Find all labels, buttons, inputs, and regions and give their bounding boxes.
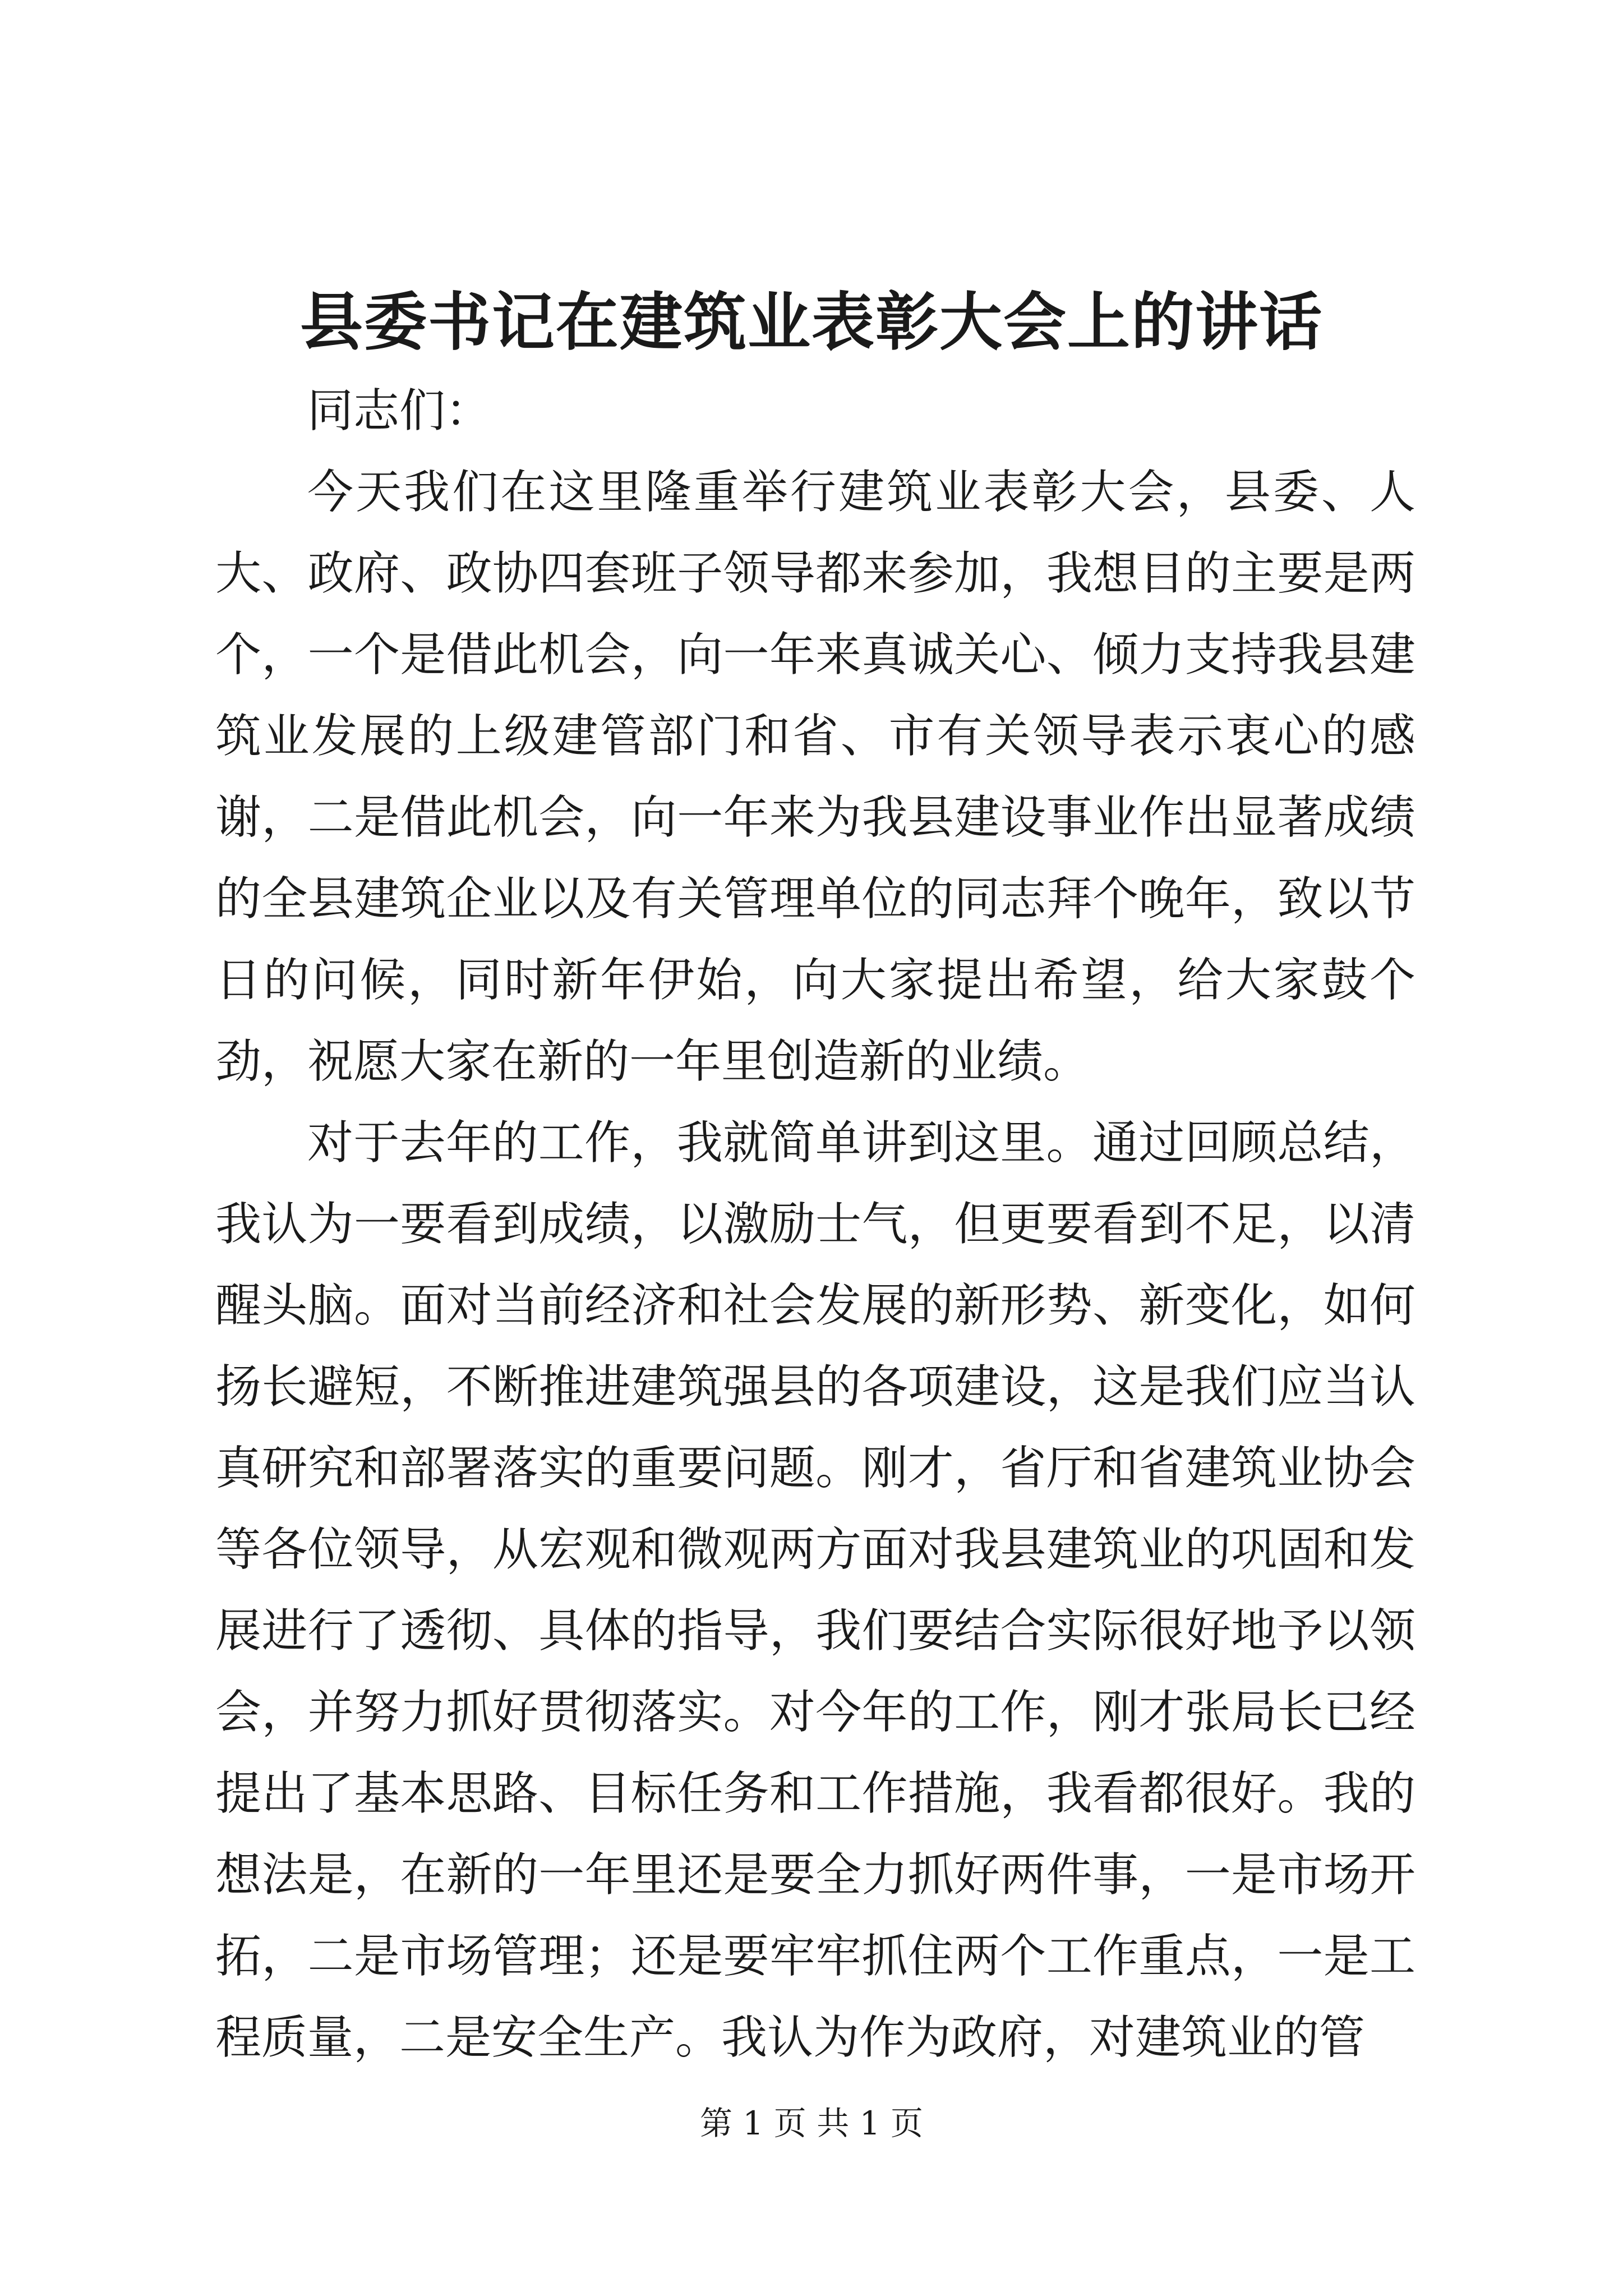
document-title: 县委书记在建筑业表彰大会上的讲话	[300, 286, 1323, 359]
greeting-line: 同志们：	[307, 384, 492, 438]
document-body	[215, 370, 1415, 2078]
page-number-footer: 第 1 页 共 1 页	[700, 2104, 923, 2142]
paragraph-1: 今天我们在这里隆重举行建筑业表彰大会，县委、人大、政府、政协四套班子领导都来参加，我想目的主要是两个，一个是借此机会，向一年来真诚关心、倾力支持我县建筑业发展的上级建管部门和省、市有关领导表示衷心的感谢，二是借此机会，向一年来为我县建设事业作出显著成绩的全县建筑企业以及有关管理单位的同志拜个晚年，致以节日的问候，同时新年伊始，向大家提出希望，给大家鼓个劲，祝愿大家在新的一年里创造新的业绩。	[215, 466, 1415, 1088]
paragraph-2: 对于去年的工作，我就简单讲到这里。通过回顾总结，我认为一要看到成绩，以激励士气，但更要看到不足，以清醒头脑。面对当前经济和社会发展的新形势、新变化，如何扬长避短，不断推进建筑强县的各项建设，这是我们应当认真研究和部署落实的重要问题。刚才，省厅和省建筑业协会等各位领导，从宏观和微观两方面对我县建筑业的巩固和发展进行了透彻、具体的指导，我们要结合实际很好地予以领会，并努力抓好贯彻落实。对今年的工作，刚才张局长已经提出了基本思路、目标任务和工作措施，我看都很好。我的想法是，在新的一年里还是要全力抓好两件事，一是市场开拓，二是市场管理；还是要牢牢抓住两个工作重点，一是工程质量，二是安全生产。我认为作为政府，对建筑业的管	[215, 1116, 1415, 2064]
